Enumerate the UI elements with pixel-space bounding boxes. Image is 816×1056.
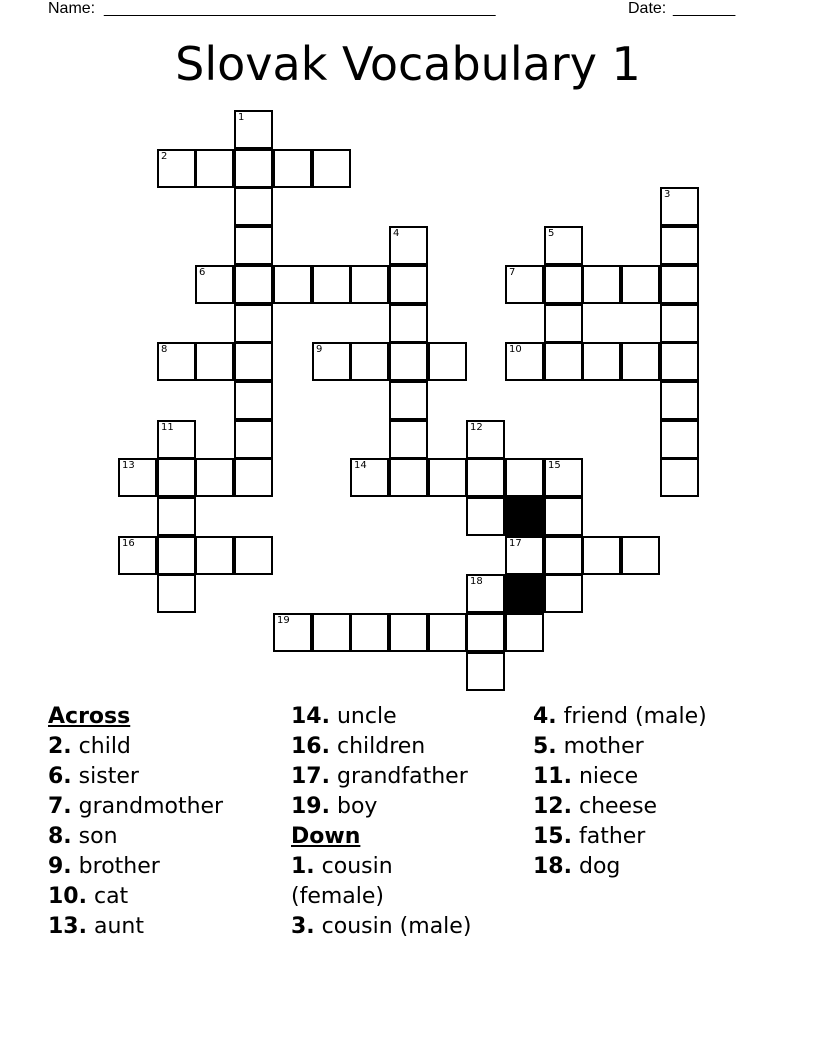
crossword-cell[interactable] [234, 304, 273, 343]
clue-number-label: 8 [161, 344, 168, 355]
crossword-cell[interactable] [660, 342, 699, 381]
clue-item [533, 702, 773, 732]
clue-number: 4. [533, 704, 557, 729]
clue-text: mother [556, 734, 644, 759]
clue-number: 11. [533, 764, 572, 789]
crossword-cell[interactable] [389, 613, 428, 652]
page-title: Slovak Vocabulary 1 [175, 37, 641, 91]
clues-column-3 [533, 702, 773, 882]
clue-number: 16. [291, 734, 330, 759]
crossword-cell[interactable] [660, 187, 699, 226]
down-clue-list-continued [533, 702, 773, 882]
crossword-cell[interactable] [350, 342, 389, 381]
crossword-cell[interactable] [544, 342, 583, 381]
clue-number-label: 12 [470, 422, 483, 433]
across-clue-list-continued [291, 702, 531, 822]
crossword-cell[interactable] [234, 458, 273, 497]
crossword-cell[interactable] [660, 304, 699, 343]
crossword-cell[interactable] [428, 342, 467, 381]
clue-number: 3. [291, 914, 315, 939]
clue-item [533, 792, 773, 822]
clue-item [291, 852, 491, 912]
crossword-cell[interactable] [273, 265, 312, 304]
crossword-cell[interactable] [157, 458, 196, 497]
clue-text: brother [71, 854, 160, 879]
crossword-cell[interactable] [466, 574, 505, 613]
crossword-cell[interactable] [505, 342, 544, 381]
crossword-cell[interactable] [389, 304, 428, 343]
crossword-cell[interactable] [234, 420, 273, 459]
crossword-cell[interactable] [157, 420, 196, 459]
clue-text: friend (male) [556, 704, 707, 729]
name-label: Name: [48, 0, 96, 17]
clue-number: 10. [48, 884, 87, 909]
clue-item [291, 912, 491, 942]
down-heading: Down [291, 824, 361, 849]
crossword-cell[interactable] [312, 342, 351, 381]
crossword-cell[interactable] [582, 342, 621, 381]
crossword-cell[interactable] [157, 149, 196, 188]
clue-number: 18. [533, 854, 572, 879]
crossword-cell[interactable] [505, 458, 544, 497]
crossword-cell[interactable] [544, 458, 583, 497]
crossword-cell[interactable] [118, 536, 157, 575]
crossword-black-cell [505, 497, 544, 536]
crossword-cell[interactable] [544, 226, 583, 265]
crossword-cell[interactable] [544, 304, 583, 343]
clue-number: 17. [291, 764, 330, 789]
clue-text: niece [571, 764, 639, 789]
crossword-cell[interactable] [234, 187, 273, 226]
clue-item [48, 792, 288, 822]
crossword-cell[interactable] [389, 265, 428, 304]
clue-text: son [71, 824, 118, 849]
clue-number-label: 6 [199, 267, 206, 278]
crossword-cell[interactable] [466, 497, 505, 536]
clue-number-label: 19 [277, 615, 290, 626]
crossword-cell[interactable] [273, 149, 312, 188]
crossword-cell[interactable] [505, 613, 544, 652]
clue-number-label: 16 [122, 538, 135, 549]
crossword-cell[interactable] [544, 497, 583, 536]
clue-item [533, 822, 773, 852]
crossword-cell[interactable] [234, 342, 273, 381]
crossword-cell[interactable] [621, 342, 660, 381]
clue-number: 1. [291, 854, 315, 879]
clue-item [533, 732, 773, 762]
crossword-cell[interactable] [660, 381, 699, 420]
worksheet-header [48, 0, 748, 20]
date-label: Date: [628, 0, 667, 17]
clue-text: cheese [571, 794, 658, 819]
crossword-cell[interactable] [195, 265, 234, 304]
crossword-cell[interactable] [234, 265, 273, 304]
crossword-cell[interactable] [195, 149, 234, 188]
clue-number-label: 2 [161, 151, 168, 162]
crossword-cell[interactable] [389, 342, 428, 381]
crossword-cell[interactable] [544, 536, 583, 575]
name-field-line[interactable]: ____________________________________________ [104, 0, 496, 17]
clue-text: cat [86, 884, 129, 909]
clue-text: uncle [329, 704, 397, 729]
clue-number: 9. [48, 854, 72, 879]
crossword-cell[interactable] [582, 536, 621, 575]
clues-column-1 [48, 702, 288, 942]
crossword-cell[interactable] [195, 536, 234, 575]
clue-item [291, 732, 531, 762]
crossword-cell[interactable] [621, 265, 660, 304]
clue-number-label: 1 [238, 112, 245, 123]
clue-number-label: 4 [393, 228, 400, 239]
crossword-cell[interactable] [582, 265, 621, 304]
clue-number-label: 3 [664, 189, 671, 200]
clue-text: cousin (male) [314, 914, 472, 939]
crossword-cell[interactable] [312, 613, 351, 652]
clue-item [291, 762, 531, 792]
clue-text: cousin (female) [291, 854, 393, 909]
crossword-cell[interactable] [544, 265, 583, 304]
crossword-cell[interactable] [350, 265, 389, 304]
clue-item [48, 852, 288, 882]
crossword-cell[interactable] [157, 574, 196, 613]
crossword-cell[interactable] [466, 613, 505, 652]
down-clue-list [291, 852, 491, 942]
crossword-cell[interactable] [389, 420, 428, 459]
crossword-cell[interactable] [157, 342, 196, 381]
crossword-cell[interactable] [312, 265, 351, 304]
crossword-cell[interactable] [389, 458, 428, 497]
crossword-cell[interactable] [544, 574, 583, 613]
crossword-cell[interactable] [389, 226, 428, 265]
crossword-cell[interactable] [621, 536, 660, 575]
crossword-cell[interactable] [234, 536, 273, 575]
across-clue-list [48, 732, 288, 942]
crossword-cell[interactable] [157, 497, 196, 536]
crossword-cell[interactable] [505, 536, 544, 575]
clue-text: grandfather [329, 764, 468, 789]
crossword-cell[interactable] [195, 458, 234, 497]
crossword-cell[interactable] [466, 458, 505, 497]
clue-number: 15. [533, 824, 572, 849]
crossword-cell[interactable] [350, 458, 389, 497]
clue-text: aunt [86, 914, 144, 939]
crossword-cell[interactable] [234, 149, 273, 188]
crossword-cell[interactable] [466, 420, 505, 459]
crossword-cell[interactable] [660, 458, 699, 497]
clue-number: 7. [48, 794, 72, 819]
clue-number-label: 11 [161, 422, 174, 433]
crossword-cell[interactable] [505, 265, 544, 304]
clue-text: boy [329, 794, 378, 819]
crossword-cell[interactable] [234, 110, 273, 149]
clue-number: 8. [48, 824, 72, 849]
clue-item [48, 822, 288, 852]
crossword-cell[interactable] [118, 458, 157, 497]
clue-item [533, 762, 773, 792]
clue-number-label: 13 [122, 460, 135, 471]
clue-number-label: 5 [548, 228, 555, 239]
clue-number: 6. [48, 764, 72, 789]
clue-number: 5. [533, 734, 557, 759]
clue-number-label: 7 [509, 267, 516, 278]
crossword-cell[interactable] [195, 342, 234, 381]
crossword-cell[interactable] [234, 226, 273, 265]
clue-text: children [329, 734, 426, 759]
clues-column-2 [291, 702, 531, 942]
clue-text: grandmother [71, 794, 224, 819]
clue-text: sister [71, 764, 139, 789]
crossword-cell[interactable] [157, 536, 196, 575]
crossword-cell[interactable] [389, 381, 428, 420]
clue-number-label: 10 [509, 344, 522, 355]
clue-item [48, 882, 288, 912]
crossword-cell[interactable] [350, 613, 389, 652]
clue-number: 14. [291, 704, 330, 729]
crossword-cell[interactable] [660, 420, 699, 459]
clue-number-label: 18 [470, 576, 483, 587]
across-heading: Across [48, 704, 131, 729]
clue-item [291, 702, 531, 732]
clue-number-label: 14 [354, 460, 367, 471]
clue-text: child [71, 734, 131, 759]
crossword-cell[interactable] [312, 149, 351, 188]
clue-number-label: 15 [548, 460, 561, 471]
clue-text: dog [571, 854, 621, 879]
clue-number: 2. [48, 734, 72, 759]
clue-item [48, 762, 288, 792]
crossword-cell[interactable] [273, 613, 312, 652]
crossword-cell[interactable] [660, 226, 699, 265]
clue-number: 19. [291, 794, 330, 819]
crossword-cell[interactable] [428, 613, 467, 652]
clue-item [48, 912, 288, 942]
clue-item [48, 732, 288, 762]
clue-item [291, 792, 531, 822]
clue-number-label: 17 [509, 538, 522, 549]
crossword-black-cell [505, 574, 544, 613]
clue-item [533, 852, 773, 882]
crossword-cell[interactable] [428, 458, 467, 497]
clue-number: 12. [533, 794, 572, 819]
date-field-line[interactable]: _______ [673, 0, 736, 17]
clue-text: father [571, 824, 646, 849]
crossword-cell[interactable] [234, 381, 273, 420]
clue-number: 13. [48, 914, 87, 939]
clue-number-label: 9 [316, 344, 323, 355]
crossword-cell[interactable] [466, 652, 505, 691]
crossword-cell[interactable] [660, 265, 699, 304]
